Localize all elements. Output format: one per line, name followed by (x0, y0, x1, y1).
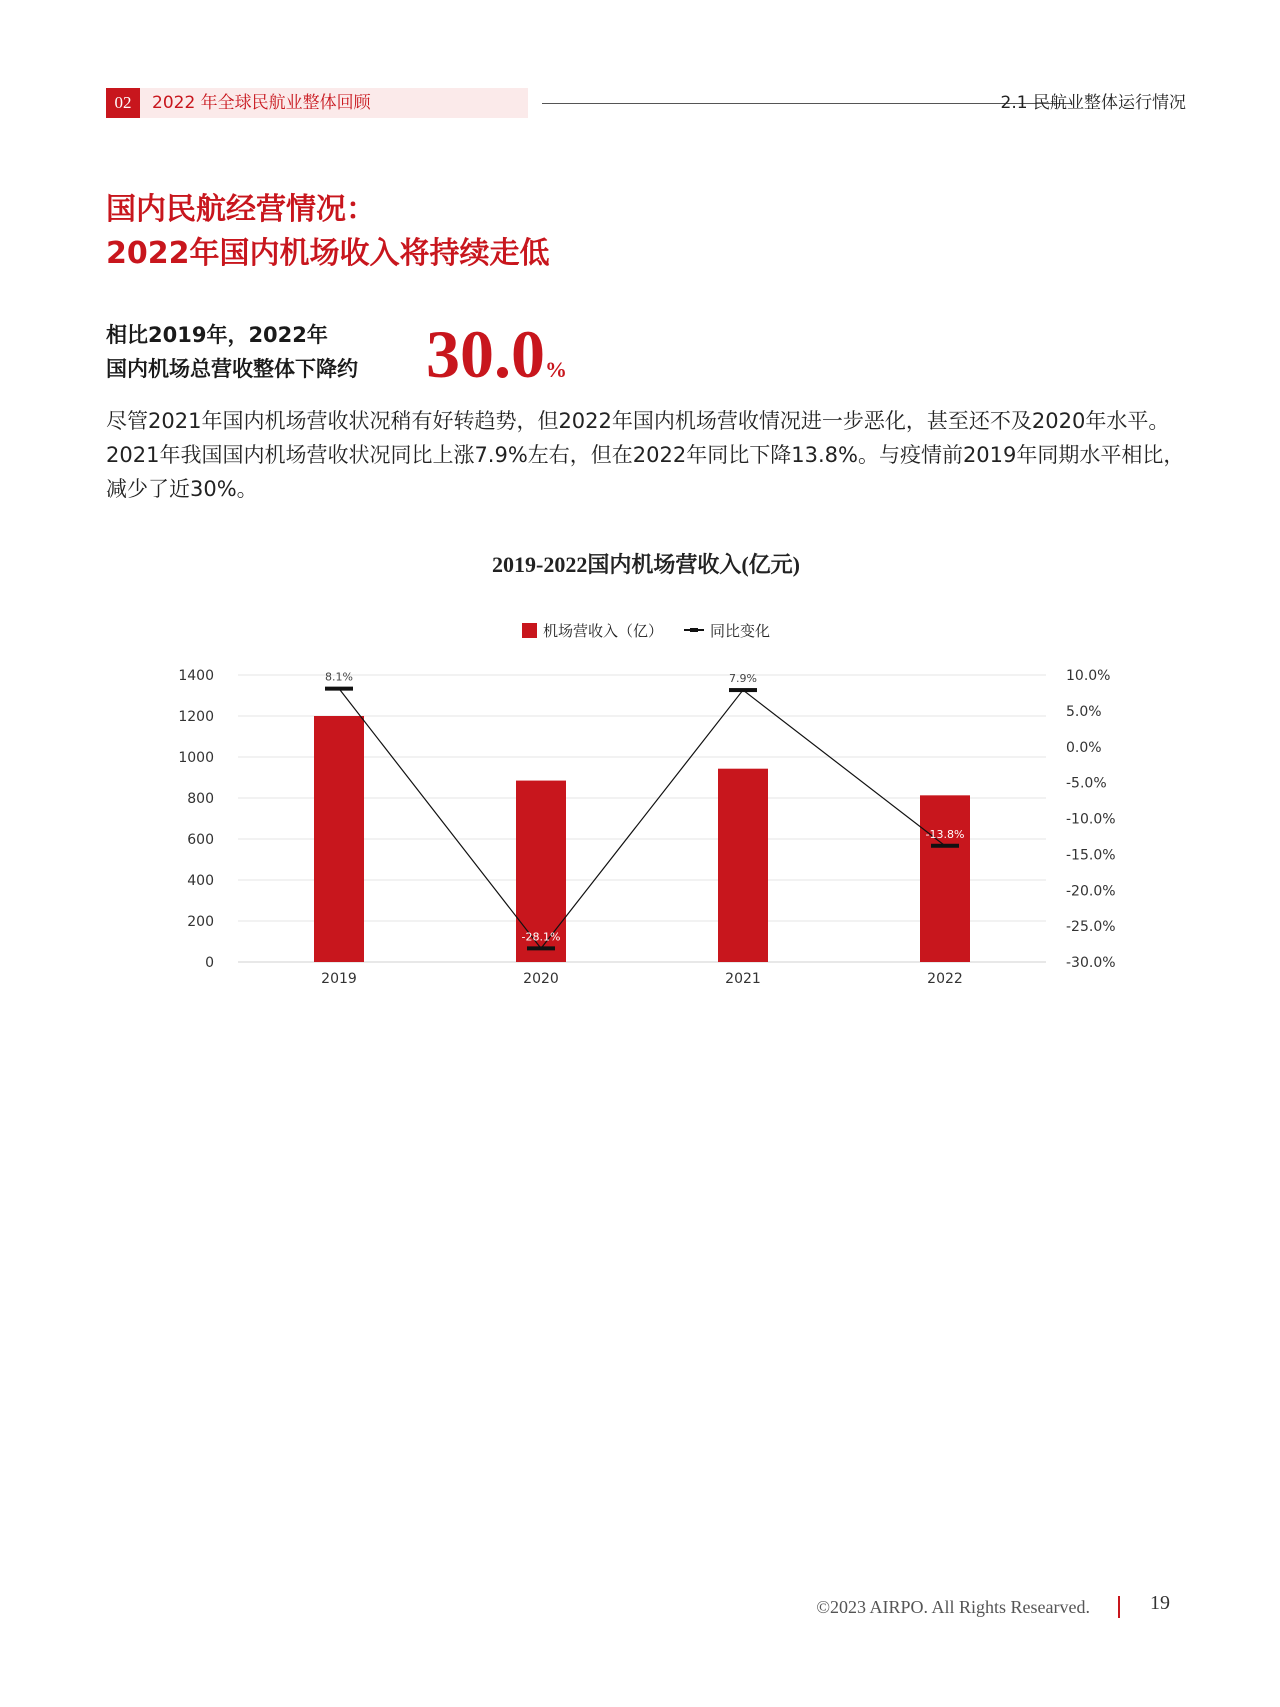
y-left-tick-label: 1200 (178, 709, 214, 725)
legend-label-bar: 机场营收入（亿） (543, 622, 664, 640)
line-marker (527, 946, 555, 950)
x-tick-label: 2019 (321, 971, 357, 987)
line-marker (931, 844, 959, 848)
page-number: 19 (1150, 1592, 1170, 1614)
line-marker (325, 687, 353, 691)
header-divider (542, 103, 1072, 104)
page-header (106, 88, 1186, 118)
y-right-tick-label: -15.0% (1066, 847, 1116, 864)
x-axis (321, 971, 963, 987)
revenue-chart (0, 600, 1280, 1000)
y-left-tick-label: 600 (187, 832, 214, 848)
yoy-line (339, 689, 945, 949)
highlight-label-line1: 相比2019年，2022年 (106, 323, 328, 347)
y-left-tick-label: 1400 (178, 668, 214, 684)
legend-label-line: 同比变化 (710, 622, 771, 640)
legend-swatch-bar (522, 623, 537, 638)
y-right-tick-label: -30.0% (1066, 955, 1116, 971)
y-left-tick-label: 200 (187, 914, 214, 930)
highlight-label-line2: 国内机场总营收整体下降约 (106, 357, 358, 381)
x-tick-label: 2021 (725, 971, 761, 987)
bar (718, 769, 768, 962)
highlight-number: 30.0 (426, 316, 545, 392)
section-number-badge: 02 (106, 88, 140, 118)
page-title (106, 188, 550, 276)
y-left-tick-label: 0 (205, 955, 214, 971)
line-series (325, 671, 964, 951)
y-axis-left (178, 668, 214, 971)
y-right-tick-label: 0.0% (1066, 739, 1102, 756)
data-label: 8.1% (325, 670, 353, 684)
highlight-label (106, 318, 358, 386)
bar (314, 716, 364, 962)
section-title: 2022 年全球民航业整体回顾 (140, 88, 528, 118)
page-title-line1: 国内民航经营情况： (106, 192, 376, 227)
y-axis-right (1066, 668, 1116, 971)
y-right-tick-label: -10.0% (1066, 811, 1116, 828)
data-label: -28.1% (521, 930, 561, 944)
page-title-line2: 2022年国内机场收入将持续走低 (106, 236, 550, 271)
y-right-tick-label: 10.0% (1066, 668, 1111, 684)
x-tick-label: 2022 (927, 971, 963, 987)
highlight-value (426, 314, 567, 410)
y-right-tick-label: -20.0% (1066, 883, 1116, 900)
data-label: 7.9% (729, 672, 757, 686)
subsection-title: 2.1 民航业整体运行情况 (1000, 93, 1186, 113)
body-paragraph: 尽管2021年国内机场营收状况稍有好转趋势，但2022年国内机场营收情况进一步恶化，甚至还不及2020年水平。2021年我国国内机场营收状况同比上涨7.9%左右，但在2022年同比下降13.8%。与疫情前2019年同期水平相比，减少了近30%。 (106, 409, 1185, 501)
highlight-unit: % (545, 357, 567, 382)
y-left-tick-label: 400 (187, 873, 214, 889)
y-right-tick-label: 5.0% (1066, 703, 1102, 720)
x-tick-label: 2020 (523, 971, 559, 987)
chart-legend (522, 622, 770, 640)
y-left-tick-label: 800 (187, 791, 214, 807)
copyright-text: ©2023 AIRPO. All Rights Researved. (816, 1597, 1090, 1617)
bar (920, 795, 970, 962)
line-marker (729, 688, 757, 692)
chart-title: 2019-2022国内机场营收入(亿元) (492, 552, 800, 577)
y-right-tick-label: -5.0% (1066, 775, 1107, 792)
legend-swatch-marker (690, 628, 698, 632)
y-left-tick-label: 1000 (178, 750, 214, 766)
data-label: -13.8% (925, 827, 965, 841)
y-right-tick-label: -25.0% (1066, 919, 1116, 936)
footer-divider (1118, 1596, 1120, 1618)
